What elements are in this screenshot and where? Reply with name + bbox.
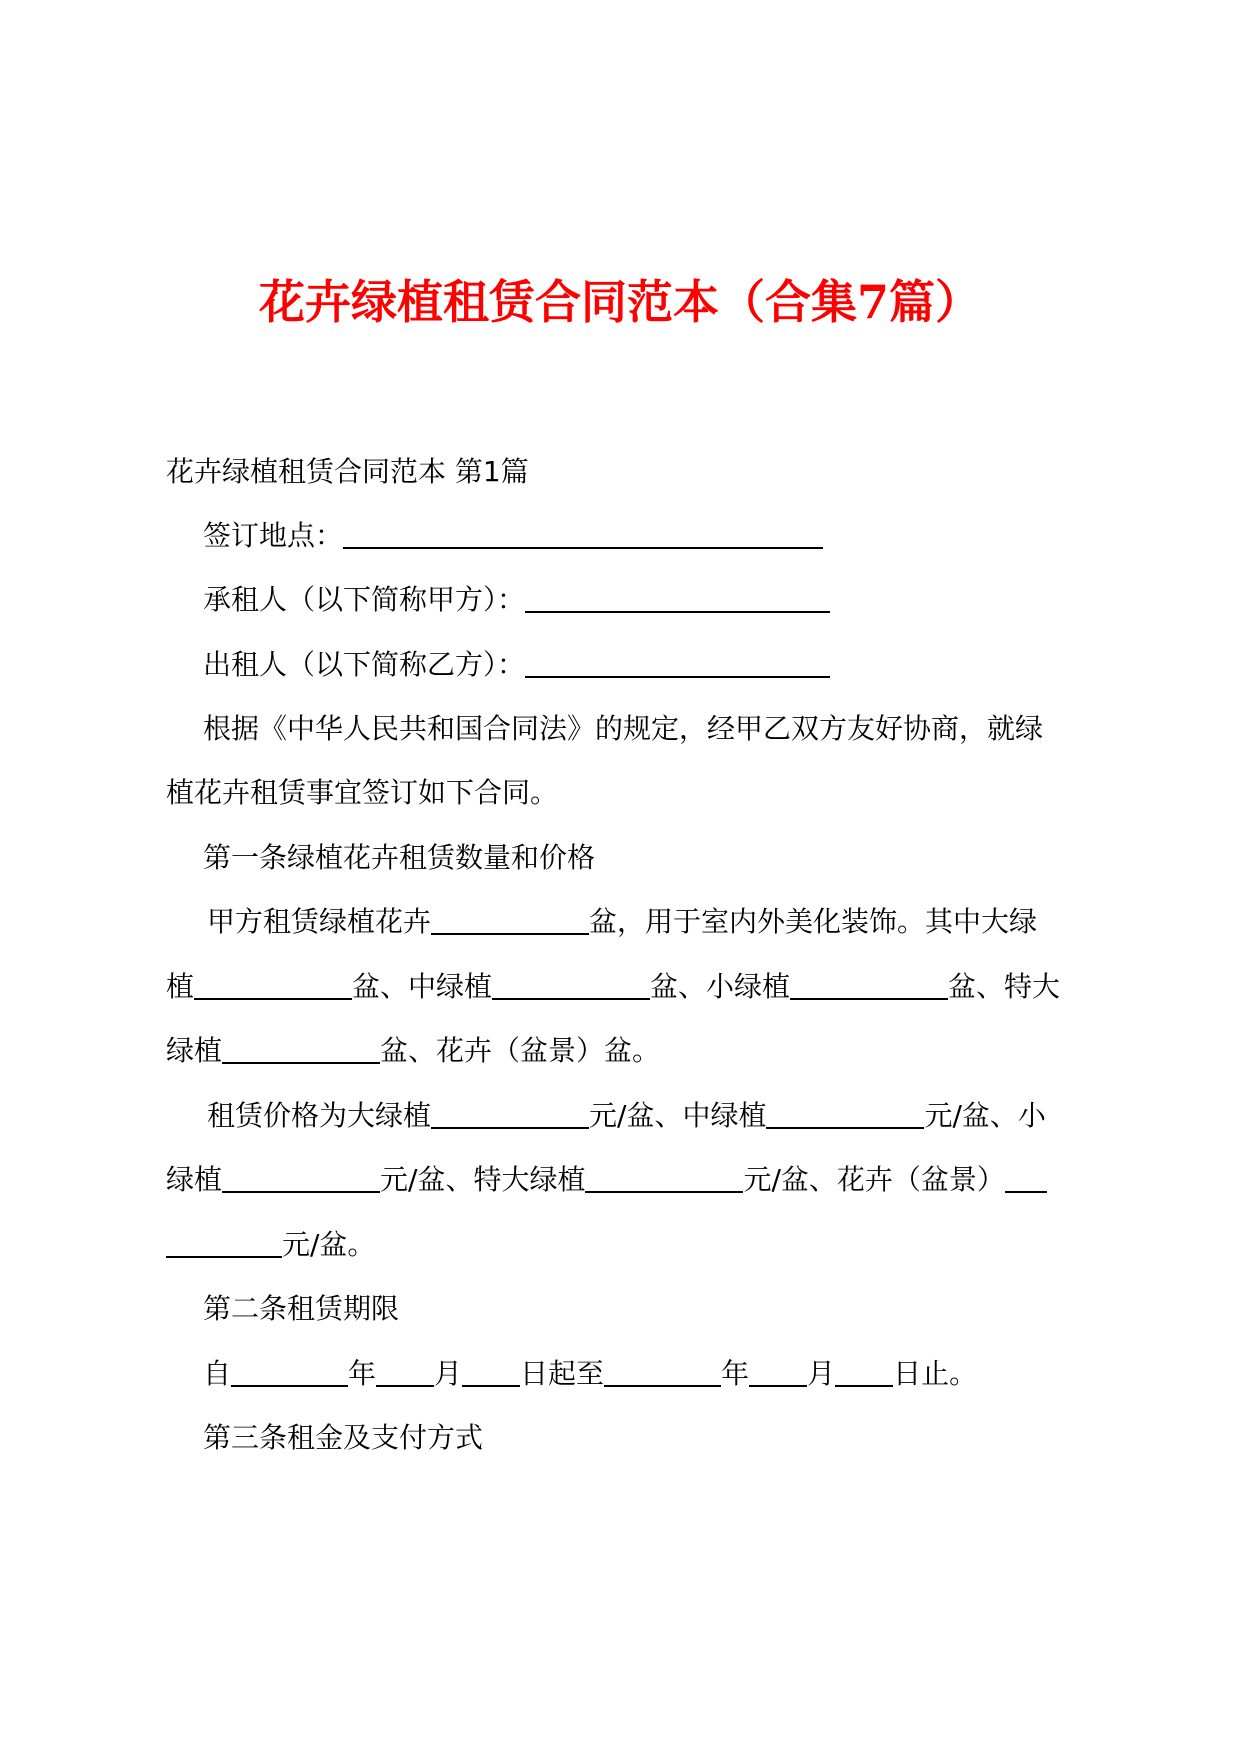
article-1-line-3 <box>166 1031 1086 1071</box>
small-price-blank[interactable] <box>222 1161 380 1193</box>
text: 租赁价格为大绿植 <box>207 1099 432 1132</box>
text: 日起至 <box>520 1357 605 1390</box>
intro-line-2: 植花卉租赁事宜签订如下合同。 <box>166 776 559 809</box>
text: 元/盆。 <box>282 1228 376 1261</box>
text: 元/盆、特大绿植 <box>380 1163 586 1196</box>
total-pots-blank[interactable] <box>431 903 589 935</box>
article-1-line-1 <box>207 902 1127 942</box>
start-day-blank[interactable] <box>462 1355 520 1387</box>
text: 绿植 <box>166 1034 223 1067</box>
text: 月 <box>434 1357 463 1390</box>
intro-line-1: 根据《中华人民共和国合同法》的规定，经甲乙双方友好协商，就绿 <box>203 712 1044 745</box>
text: 元/盆、中绿植 <box>589 1099 767 1132</box>
price-line-3 <box>166 1225 1086 1265</box>
text: 元/盆、小 <box>924 1099 1046 1132</box>
article-2-title: 第二条租赁期限 <box>203 1292 400 1325</box>
text: 自 <box>203 1357 232 1390</box>
price-line-2 <box>166 1160 1086 1200</box>
start-month-blank[interactable] <box>376 1355 434 1387</box>
lessee-blank[interactable] <box>525 581 830 613</box>
text: 植 <box>166 970 195 1003</box>
text: 日止。 <box>893 1357 978 1390</box>
end-year-blank[interactable] <box>604 1355 721 1387</box>
lessor-blank[interactable] <box>525 646 830 678</box>
flower-price-blank-start[interactable] <box>1005 1161 1047 1193</box>
medium-plant-blank[interactable] <box>492 968 650 1000</box>
large-price-blank[interactable] <box>431 1097 589 1129</box>
text: 盆、中绿植 <box>352 970 493 1003</box>
article-3-title: 第三条租金及支付方式 <box>203 1421 484 1454</box>
sign-place-label: 签订地点： <box>203 519 344 552</box>
text: 元/盆、花卉（盆景） <box>743 1163 1005 1196</box>
sign-place-blank[interactable] <box>343 517 823 549</box>
text: 盆、特大 <box>948 970 1061 1003</box>
large-plant-blank[interactable] <box>194 968 352 1000</box>
xl-price-blank[interactable] <box>585 1161 743 1193</box>
lessee-label: 承租人（以下简称甲方）： <box>203 583 526 616</box>
price-line-1 <box>207 1096 1127 1136</box>
text: 月 <box>807 1357 836 1390</box>
end-day-blank[interactable] <box>835 1355 893 1387</box>
text: 年 <box>348 1357 377 1390</box>
term-line <box>203 1354 1123 1394</box>
text: 盆、花卉（盆景）盆。 <box>380 1034 661 1067</box>
lessor-line <box>203 645 1123 685</box>
article-1-line-2 <box>166 967 1086 1007</box>
lessee-line <box>203 580 1123 620</box>
section-heading: 花卉绿植租赁合同范本 第1篇 <box>166 455 529 488</box>
text: 年 <box>721 1357 750 1390</box>
medium-price-blank[interactable] <box>766 1097 924 1129</box>
text: 绿植 <box>166 1163 223 1196</box>
document-title: 花卉绿植租赁合同范本（合集7篇） <box>258 275 981 329</box>
text: 甲方租赁绿植花卉 <box>207 905 432 938</box>
text: 盆，用于室内外美化装饰。其中大绿 <box>589 905 1038 938</box>
sign-place-line <box>203 516 1123 556</box>
lessor-label: 出租人（以下简称乙方）： <box>203 648 526 681</box>
text: 盆、小绿植 <box>650 970 791 1003</box>
start-year-blank[interactable] <box>231 1355 348 1387</box>
small-plant-blank[interactable] <box>790 968 948 1000</box>
xl-plant-blank[interactable] <box>222 1032 380 1064</box>
end-month-blank[interactable] <box>749 1355 807 1387</box>
article-1-title: 第一条绿植花卉租赁数量和价格 <box>203 841 596 874</box>
flower-price-blank-end[interactable] <box>166 1226 282 1258</box>
